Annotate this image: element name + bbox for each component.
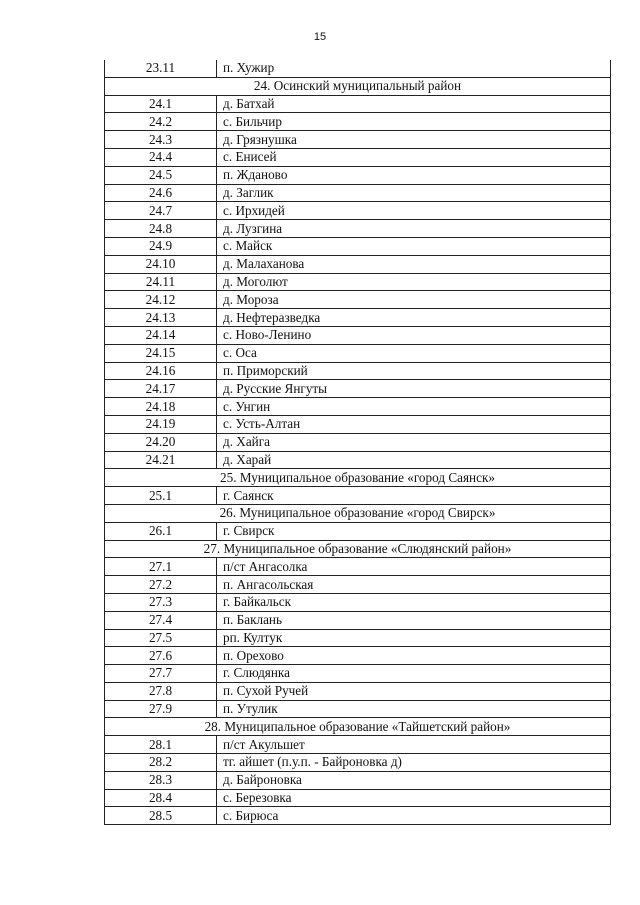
settlement-name: с. Усть-Алтан xyxy=(217,415,611,433)
item-number: 24.3 xyxy=(105,131,217,149)
item-number: 27.7 xyxy=(105,665,217,683)
item-number: 27.8 xyxy=(105,682,217,700)
table-row xyxy=(105,558,611,576)
settlement-name: с. Оса xyxy=(217,344,611,362)
item-number: 24.6 xyxy=(105,184,217,202)
table-row xyxy=(105,95,611,113)
table-row xyxy=(105,522,611,540)
item-number: 25.1 xyxy=(105,487,217,505)
page-number: 15 xyxy=(313,31,327,43)
settlement-name: с. Унгин xyxy=(217,398,611,416)
item-number: 27.4 xyxy=(105,611,217,629)
settlement-name: п. Сухой Ручей xyxy=(217,682,611,700)
settlement-name: рп. Култук xyxy=(217,629,611,647)
settlement-name: п. Жданово xyxy=(217,166,611,184)
item-number: 27.2 xyxy=(105,576,217,594)
table-row xyxy=(105,433,611,451)
item-number: 23.11 xyxy=(105,60,217,77)
table-row xyxy=(105,362,611,380)
item-number: 24.19 xyxy=(105,415,217,433)
settlement-name: д. Мороза xyxy=(217,291,611,309)
section-title: 27. Муниципальное образование «Слюдянский район» xyxy=(105,540,611,558)
section-header-row xyxy=(105,77,611,95)
settlement-name: д. Батхай xyxy=(217,95,611,113)
item-number: 24.18 xyxy=(105,398,217,416)
settlement-name: п. Ангасольская xyxy=(217,576,611,594)
item-number: 24.20 xyxy=(105,433,217,451)
item-number: 24.15 xyxy=(105,344,217,362)
settlement-name: п. Приморский xyxy=(217,362,611,380)
settlement-name: д. Байроновка xyxy=(217,771,611,789)
table-row xyxy=(105,611,611,629)
table-row xyxy=(105,647,611,665)
item-number: 24.10 xyxy=(105,255,217,273)
settlement-name: г. Байкальск xyxy=(217,593,611,611)
settlement-name: с. Ирхидей xyxy=(217,202,611,220)
table-row xyxy=(105,131,611,149)
item-number: 27.9 xyxy=(105,700,217,718)
item-number: 24.1 xyxy=(105,95,217,113)
table-row xyxy=(105,487,611,505)
item-number: 24.13 xyxy=(105,309,217,327)
item-number: 28.4 xyxy=(105,789,217,807)
table-row xyxy=(105,789,611,807)
item-number: 28.1 xyxy=(105,736,217,754)
table-row xyxy=(105,665,611,683)
table-row xyxy=(105,255,611,273)
table-row xyxy=(105,166,611,184)
table-row xyxy=(105,398,611,416)
table-row xyxy=(105,807,611,825)
table-row xyxy=(105,202,611,220)
table-row xyxy=(105,113,611,131)
section-header-row xyxy=(105,504,611,522)
table-row xyxy=(105,344,611,362)
item-number: 24.4 xyxy=(105,148,217,166)
table-row xyxy=(105,184,611,202)
item-number: 24.14 xyxy=(105,326,217,344)
section-header-row xyxy=(105,718,611,736)
settlement-name: п/ст Акульшет xyxy=(217,736,611,754)
settlement-name: д. Харай xyxy=(217,451,611,469)
settlement-name: д. Лузгина xyxy=(217,220,611,238)
table-row xyxy=(105,700,611,718)
settlement-name: д. Заглик xyxy=(217,184,611,202)
settlements-table xyxy=(104,60,611,825)
settlement-name: д. Нефтеразведка xyxy=(217,309,611,327)
table-row xyxy=(105,736,611,754)
table-row xyxy=(105,309,611,327)
item-number: 24.11 xyxy=(105,273,217,291)
settlement-name: п. Баклань xyxy=(217,611,611,629)
item-number: 27.6 xyxy=(105,647,217,665)
item-number: 28.2 xyxy=(105,754,217,772)
settlement-name: г. Саянск xyxy=(217,487,611,505)
table-row xyxy=(105,220,611,238)
table-row xyxy=(105,629,611,647)
item-number: 24.7 xyxy=(105,202,217,220)
table-row xyxy=(105,148,611,166)
settlement-name: д. Малаханова xyxy=(217,255,611,273)
table-row xyxy=(105,576,611,594)
table-row xyxy=(105,754,611,772)
item-number: 24.9 xyxy=(105,237,217,255)
item-number: 24.16 xyxy=(105,362,217,380)
item-number: 28.3 xyxy=(105,771,217,789)
settlement-name: с. Ново-Ленино xyxy=(217,326,611,344)
section-header-row xyxy=(105,469,611,487)
settlement-name: г. Слюдянка xyxy=(217,665,611,683)
item-number: 26.1 xyxy=(105,522,217,540)
settlement-name: д. Грязнушка xyxy=(217,131,611,149)
item-number: 28.5 xyxy=(105,807,217,825)
item-number: 27.3 xyxy=(105,593,217,611)
section-title: 26. Муниципальное образование «город Свирск» xyxy=(105,504,611,522)
settlement-name: п. Орехово xyxy=(217,647,611,665)
table-row xyxy=(105,593,611,611)
item-number: 24.17 xyxy=(105,380,217,398)
settlement-name: д. Русские Янгуты xyxy=(217,380,611,398)
settlement-name: с. Майск xyxy=(217,237,611,255)
settlement-name: д. Хайга xyxy=(217,433,611,451)
table-row xyxy=(105,237,611,255)
table-row xyxy=(105,273,611,291)
section-title: 24. Осинский муниципальный район xyxy=(105,77,611,95)
item-number: 24.2 xyxy=(105,113,217,131)
table-row xyxy=(105,451,611,469)
table-row xyxy=(105,380,611,398)
settlement-name: п/ст Ангасолка xyxy=(217,558,611,576)
item-number: 24.12 xyxy=(105,291,217,309)
item-number: 24.5 xyxy=(105,166,217,184)
settlement-name: п. Утулик xyxy=(217,700,611,718)
table-row xyxy=(105,415,611,433)
settlement-name: с. Березовка xyxy=(217,789,611,807)
settlement-name: тг. айшет (п.у.п. - Байроновка д) xyxy=(217,754,611,772)
item-number: 27.5 xyxy=(105,629,217,647)
item-number: 24.8 xyxy=(105,220,217,238)
table-row xyxy=(105,771,611,789)
table-row xyxy=(105,326,611,344)
settlement-name: г. Свирск xyxy=(217,522,611,540)
table-row xyxy=(105,291,611,309)
section-header-row xyxy=(105,540,611,558)
item-number: 27.1 xyxy=(105,558,217,576)
table-row xyxy=(105,682,611,700)
settlement-name: д. Моголют xyxy=(217,273,611,291)
settlement-name: п. Хужир xyxy=(217,60,611,77)
settlement-name: с. Енисей xyxy=(217,148,611,166)
section-title: 25. Муниципальное образование «город Саянск» xyxy=(105,469,611,487)
settlement-name: с. Бирюса xyxy=(217,807,611,825)
item-number: 24.21 xyxy=(105,451,217,469)
settlement-name: с. Бильчир xyxy=(217,113,611,131)
section-title: 28. Муниципальное образование «Тайшетский район» xyxy=(105,718,611,736)
table-row xyxy=(105,60,611,77)
